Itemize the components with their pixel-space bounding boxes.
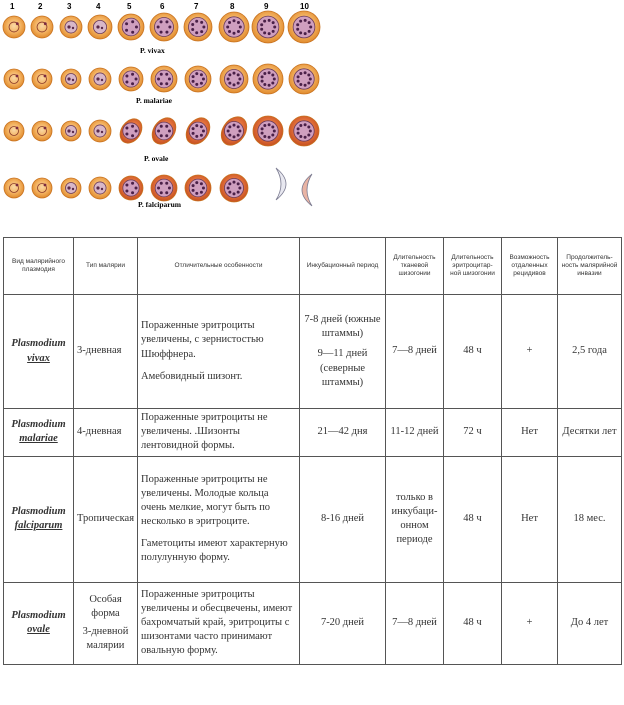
relapse-cell: Нет [502,456,558,582]
features-cell [138,582,300,664]
erythrocyte-cell [88,15,112,39]
incubation-text: 7-8 дней (южные штаммы) [304,314,381,340]
label-malariae: P. malariae [136,96,172,105]
erythrocyte-cell [118,14,144,40]
header-duration: Продолжитель-ность малярийной инвазии [558,238,622,295]
species-cell [4,295,74,409]
erythrocyte-cell [289,116,319,146]
erythrocyte-cell [151,175,177,201]
species-genus: Plasmodium [11,505,66,517]
type-text: 3-дневной малярии [82,626,129,652]
erythrocyte-cell [147,113,180,148]
table-row [4,295,622,409]
feature-text: Пораженные эритроциты увеличены, с зернистостью Шюффнера. [141,320,264,360]
header-erythro: Длительность эритроцитар-ной шизогонии [444,238,502,295]
label-ovale: P. ovale [144,154,169,163]
erythrocyte-cell [89,68,111,90]
duration-cell: До 4 лет [558,582,622,664]
erythrocyte-cell [220,174,248,202]
erythro-cell: 48 ч [444,456,502,582]
duration-cell: 18 мес. [558,456,622,582]
erythrocyte-cell [219,12,249,42]
erythrocyte-cell [253,64,283,94]
species-genus: Plasmodium [11,419,66,431]
incubation-text: 8-16 дней [320,512,365,524]
erythrocyte-cell [252,11,284,43]
header-species: Вид малярийного плазмодия [4,238,74,295]
erythrocyte-cell [185,175,211,201]
feature-text: Амебовидный шизонт. [141,370,243,382]
erythrocyte-cell [89,177,111,199]
erythrocyte-cell [32,69,52,89]
tissue-cell: 7—8 дней [386,295,444,409]
erythrocyte-cell [32,178,52,198]
species-cell [4,456,74,582]
erythrocyte-cell [31,16,53,38]
erythrocyte-cell [185,66,211,92]
species-name: malariae [19,433,58,445]
species-cell [4,582,74,664]
feature-text: Пораженные эритроциты увеличены и обесцвечены, имеют бахромчатый край, эритроциты с шизонтами часто принимают овальную форму. [141,588,293,657]
erythrocyte-cell [4,121,24,141]
erythro-cell: 48 ч [444,582,502,664]
erythrocyte-cell [181,113,214,148]
features-cell [138,456,300,582]
table-header-row [4,238,622,295]
stage-number: 6 [160,2,165,11]
header-type: Тип малярии [74,238,138,295]
header-incubation: Инкубационный период [300,238,386,295]
features-cell [138,409,300,457]
erythrocyte-cell [184,13,212,41]
plasmodium-stages-figure [0,0,340,216]
stage-number: 9 [264,2,269,11]
stage-number: 8 [230,2,235,11]
malaria-comparison-table [3,237,622,665]
type-cell [74,582,138,664]
incubation-text: 21—42 дня [317,426,368,438]
incubation-cell [300,409,386,457]
erythrocyte-cell [60,16,82,38]
erythrocyte-cell [150,13,178,41]
erythrocyte-cell [61,121,81,141]
erythrocyte-cell [151,66,177,92]
erythrocyte-cell [61,69,81,89]
erythrocyte-cell [116,115,147,148]
erythro-cell: 48 ч [444,295,502,409]
gametocyte-crescent [276,168,286,200]
species-name: falciparum [14,520,63,532]
stage-number: 1 [10,2,15,11]
erythrocyte-cell [61,178,81,198]
stage-number: 2 [38,2,43,11]
header-tissue: Длительность тканевой шизогонии [386,238,444,295]
stage-number: 5 [127,2,132,11]
type-cell: 4-дневная [74,409,138,457]
incubation-text: 9—11 дней (северные штаммы) [317,348,368,388]
type-text: Особая форма [89,593,122,619]
feature-text: Гаметоциты имеют характерную полулунную форму. [141,538,288,564]
feature-text: Пораженные эритроциты не увеличены. Молодые кольца очень мелкие, могут быть по несколько в эритроците. [141,473,271,528]
table-row [4,582,622,664]
incubation-cell [300,295,386,409]
erythrocyte-cell [253,116,283,146]
relapse-cell: + [502,295,558,409]
stage-number: 7 [194,2,199,11]
duration-cell: Десятки лет [558,409,622,457]
label-vivax: P. vivax [140,46,165,55]
type-cell: 3-дневная [74,295,138,409]
erythrocyte-cell [89,120,111,142]
stage-number: 10 [300,2,309,11]
incubation-text: 7-20 дней [320,616,365,628]
erythrocyte-cell [119,176,143,200]
incubation-cell [300,456,386,582]
gametocyte-crescent [302,174,312,206]
header-features: Отличительные особенности [138,238,300,295]
stage-number: 3 [67,2,72,11]
erythrocyte-cell [289,64,319,94]
erythrocyte-cell [216,112,252,150]
erythrocyte-cell [4,69,24,89]
feature-text: Пораженные эритроциты не увеличены. .Шизонты лентовидной формы. [141,412,268,452]
incubation-cell [300,582,386,664]
erythro-cell: 72 ч [444,409,502,457]
species-name: ovale [27,624,50,636]
species-name: vivax [27,352,50,364]
erythrocyte-cell [4,178,24,198]
erythrocyte-cell [3,16,25,38]
relapse-cell: Нет [502,409,558,457]
label-falciparum: P. falciparum [138,200,182,209]
erythrocyte-cell [288,11,320,43]
relapse-cell: + [502,582,558,664]
features-cell [138,295,300,409]
tissue-cell: 11-12 дней [386,409,444,457]
erythrocyte-cell [32,121,52,141]
species-cell [4,409,74,457]
species-genus: Plasmodium [11,609,66,621]
stage-number: 4 [96,2,101,11]
tissue-cell: только в инкубаци-онном периоде [386,456,444,582]
erythrocyte-cell [220,65,248,93]
erythrocyte-cell [119,67,143,91]
table-row [4,409,622,457]
duration-cell: 2,5 года [558,295,622,409]
species-genus: Plasmodium [11,338,66,350]
type-cell: Тропическая [74,456,138,582]
table-row [4,456,622,582]
header-relapse: Возможность отдаленных рецидивов [502,238,558,295]
tissue-cell: 7—8 дней [386,582,444,664]
